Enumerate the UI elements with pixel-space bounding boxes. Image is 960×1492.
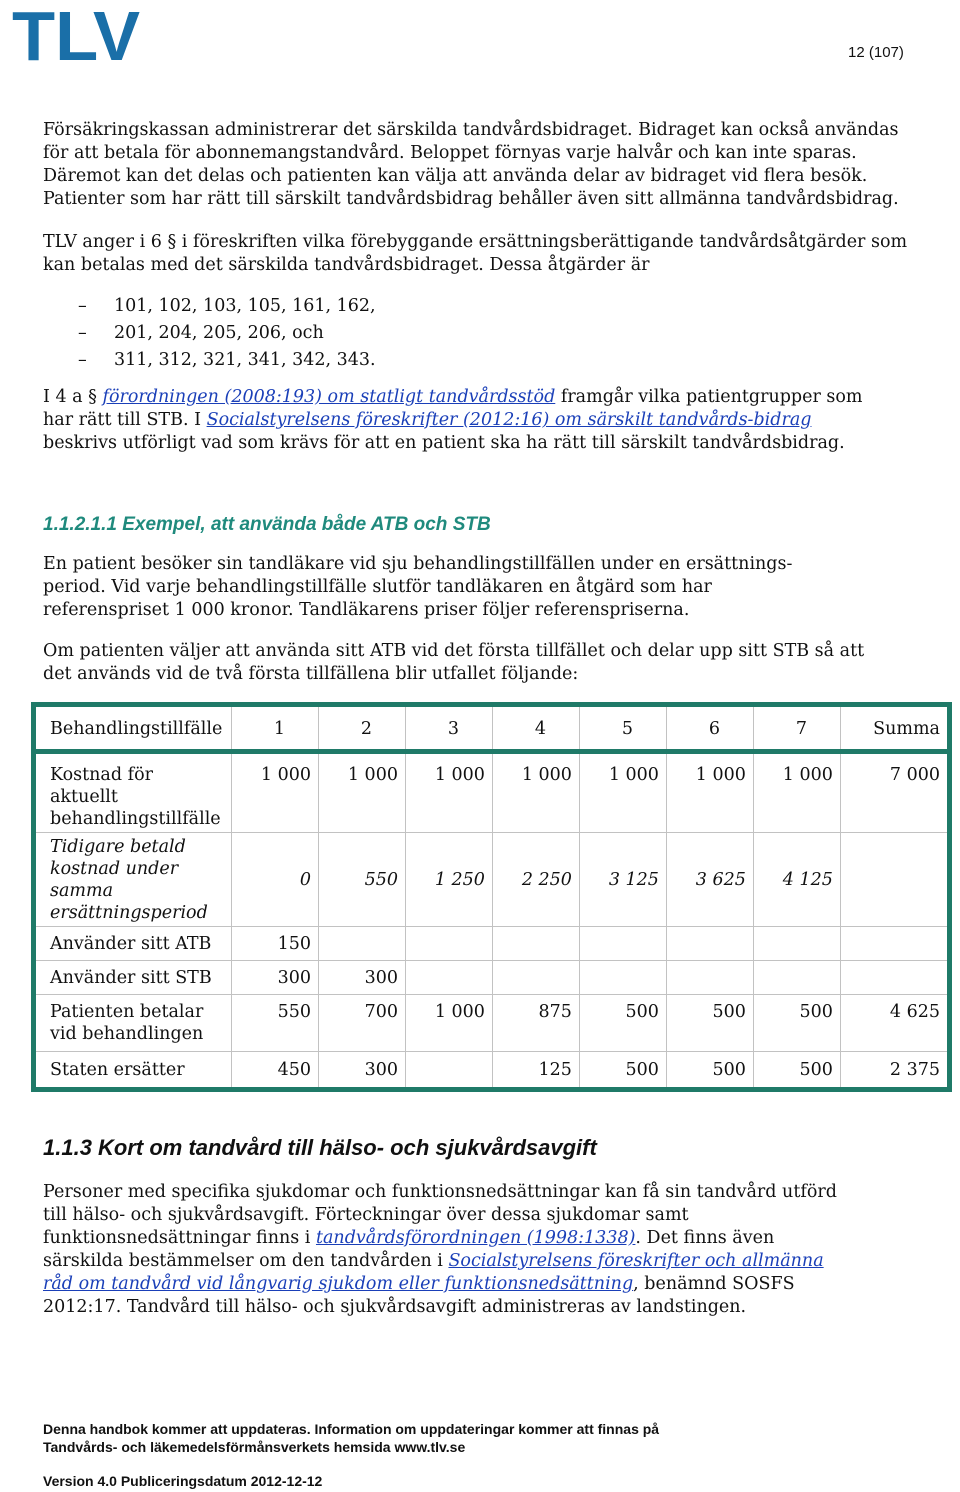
table-cell: 300 (232, 961, 319, 995)
row-label: Kostnad för aktuellt behandlingstillfälle (34, 752, 232, 833)
table-cell: 300 (318, 1052, 405, 1090)
heading-example: 1.1.2.1.1 Exempel, att använda både ATB och STB (43, 514, 491, 535)
paragraph-3 (43, 386, 863, 455)
table-cell: 1 000 (666, 752, 753, 833)
table-cell: 2 375 (840, 1052, 949, 1090)
header-cell: 7 (753, 705, 840, 752)
table-cell (405, 1052, 492, 1090)
header-cell: 4 (492, 705, 579, 752)
table-cell (492, 927, 579, 961)
table-row (34, 833, 950, 927)
table-cell (492, 961, 579, 995)
table-row (34, 961, 950, 995)
table-cell: 1 000 (579, 752, 666, 833)
tlv-logo (12, 8, 142, 64)
header-cell: 5 (579, 705, 666, 752)
link-forordning-2008-193[interactable]: förordningen (2008:193) om statligt tandvårdsstöd (102, 387, 556, 407)
table-cell: 500 (666, 995, 753, 1052)
table-cell: 7 000 (840, 752, 949, 833)
paragraph-1: Försäkringskassan administrerar det särskilda tandvårdsbidraget. Bidraget kan också användas för att betala för abonnemangstandvård. Beloppet förnyas varje halvår och kan inte sparas. Däremot kan det delas och patienten kan välja att använda delar av bidraget vid flera besök. Patienter som har rätt till särskilt tandvårdsbidrag behåller även sitt allmänna tandvårdsbidrag. (43, 120, 899, 209)
header-cell: 1 (232, 705, 319, 752)
table-cell (840, 927, 949, 961)
text-run: beskrivs utförligt vad som krävs för att en patient ska ha rätt till särskilt tandvårdsbidrag. (43, 433, 845, 453)
table-row (34, 995, 950, 1052)
table-cell: 125 (492, 1052, 579, 1090)
paragraph-6 (43, 1181, 858, 1319)
link-sosfs-2012-16[interactable]: Socialstyrelsens föreskrifter (2012:16) om särskilt tandvårds-bidrag (206, 410, 812, 430)
table-cell (666, 927, 753, 961)
row-label: Staten ersätter (34, 1052, 232, 1090)
text-run: I 4 a § (43, 387, 103, 407)
table-row (34, 752, 950, 833)
row-label: Patienten betalar vid behandlingen (34, 995, 232, 1052)
header-cell: Summa (840, 705, 949, 752)
table-row (34, 1052, 950, 1090)
row-label: Använder sitt ATB (34, 927, 232, 961)
table-cell: 700 (318, 995, 405, 1052)
table-cell: 450 (232, 1052, 319, 1090)
list-item: – 311, 312, 321, 341, 342, 343. (78, 347, 376, 374)
link-sosfs-2012-17[interactable]: Socialstyrelsens föreskrifter och allmänna råd om tandvård vid långvarig sjukdom eller funktionsnedsättning (43, 1251, 824, 1294)
heading-section: 1.1.3 Kort om tandvård till hälso- och sjukvårdsavgift (43, 1135, 597, 1160)
table-cell: 150 (232, 927, 319, 961)
row-label: Tidigare betald kostnad under samma ersättningsperiod (34, 833, 232, 927)
table-cell: 500 (579, 995, 666, 1052)
table-cell (318, 927, 405, 961)
link-tandvardsforordningen[interactable]: tandvårdsförordningen (1998:1338) (315, 1228, 636, 1248)
text-run: , benämnd SOSFS 2012:17. Tandvård till hälso- och sjukvårdsavgift administreras av landstingen. (43, 1274, 795, 1317)
table-cell: 3 625 (666, 833, 753, 927)
table-cell: 1 250 (405, 833, 492, 927)
table-cell (405, 927, 492, 961)
table-cell: 1 000 (492, 752, 579, 833)
footer-line: Denna handbok kommer att uppdateras. Information om uppdateringar kommer att finnas på (43, 1421, 660, 1437)
table-cell (753, 961, 840, 995)
table-cell: 500 (753, 995, 840, 1052)
table-cell: 500 (666, 1052, 753, 1090)
table-row (34, 927, 950, 961)
example-table (31, 702, 952, 1092)
table-cell: 1 000 (405, 752, 492, 833)
table-cell: 875 (492, 995, 579, 1052)
footer-notice (43, 1420, 659, 1456)
list-item: – 101, 102, 103, 105, 161, 162, (78, 293, 376, 320)
measure-list (78, 293, 376, 374)
text-run: Personer med specifika sjukdomar och funktionsnedsättningar kan få sin tandvård utförd till hälso- och sjukvårdsavgift. Förteckningar över dessa sjukdomar samt funktionsnedsättningar finns i (43, 1182, 837, 1248)
page-number: 12 (107) (848, 44, 904, 61)
footer-version: Version 4.0 Publiceringsdatum 2012-12-12 (43, 1473, 323, 1489)
table-cell: 1 000 (753, 752, 840, 833)
paragraph-4: En patient besöker sin tandläkare vid sju behandlingstillfällen under en ersättnings-period. Vid varje behandlingstillfälle slutför tandläkaren en åtgärd som har referenspriset 1 000 kronor. Tandläkarens priser följer referenspriserna. (43, 554, 793, 620)
list-item: – 201, 204, 205, 206, och (78, 320, 376, 347)
table-cell: 500 (579, 1052, 666, 1090)
paragraph-5: Om patienten väljer att använda sitt ATB vid det första tillfället och delar upp sitt STB så att det används vid de två första tillfällena blir utfallet följande: (43, 641, 865, 684)
table-cell (666, 961, 753, 995)
table-cell: 4 625 (840, 995, 949, 1052)
table-cell: 1 000 (405, 995, 492, 1052)
table-cell (753, 927, 840, 961)
table-cell (405, 961, 492, 995)
header-cell: Behandlingstillfälle (34, 705, 232, 752)
table-cell: 0 (232, 833, 319, 927)
table-cell: 2 250 (492, 833, 579, 927)
table-cell: 500 (753, 1052, 840, 1090)
paragraph-2: TLV anger i 6 § i föreskriften vilka förebyggande ersättningsberättigande tandvårdsåtgärder som kan betalas med det särskilda tandvårdsbidraget. Dessa åtgärder är (43, 232, 908, 275)
table-cell: 300 (318, 961, 405, 995)
text-run: . Det finns även särskilda bestämmelser om den tandvården i (43, 1228, 775, 1271)
table-cell: 550 (318, 833, 405, 927)
text-run: framgår vilka patientgrupper som har rätt till STB. I (43, 387, 863, 430)
table-cell: 1 000 (232, 752, 319, 833)
footer-line: Tandvårds- och läkemedelsförmånsverkets hemsida www.tlv.se (43, 1439, 466, 1455)
header-cell: 2 (318, 705, 405, 752)
table-cell (840, 833, 949, 927)
table-cell (579, 961, 666, 995)
table-cell: 4 125 (753, 833, 840, 927)
header-cell: 6 (666, 705, 753, 752)
table-header-row (34, 705, 950, 752)
table-cell: 3 125 (579, 833, 666, 927)
table-cell: 1 000 (318, 752, 405, 833)
table-cell (579, 927, 666, 961)
header-cell: 3 (405, 705, 492, 752)
table-cell: 550 (232, 995, 319, 1052)
row-label: Använder sitt STB (34, 961, 232, 995)
table-cell (840, 961, 949, 995)
logo-text: TLV (12, 8, 141, 64)
